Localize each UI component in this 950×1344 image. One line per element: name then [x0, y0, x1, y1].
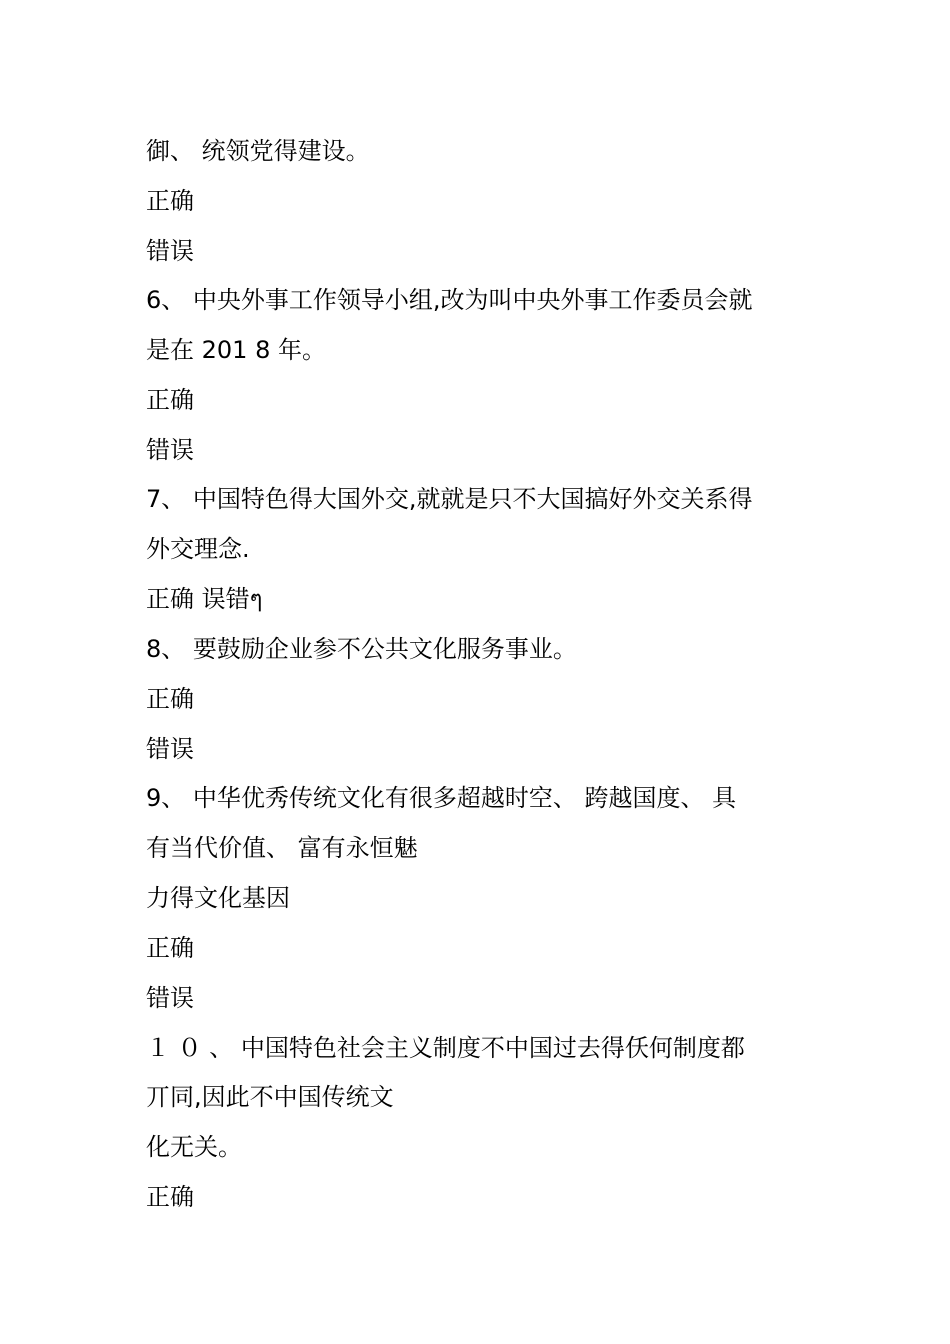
option-wrong: 错误 — [146, 237, 194, 265]
option-correct: 正确 — [146, 685, 194, 713]
question-7-cont: 外交理念. — [146, 535, 250, 563]
question-6: 6、 中央外事工作领导小组,改为叫中央外事工作委员会就 — [146, 286, 753, 314]
question-10-cont2: 化无关。 — [146, 1133, 242, 1161]
option-wrong: 错误 — [146, 436, 194, 464]
option-correct: 正确 — [146, 934, 194, 962]
question-9-cont: 有当代价值、 富有永恒魅 — [146, 834, 418, 862]
option-correct: 正确 — [146, 1183, 194, 1211]
option-correct: 正确 — [146, 187, 194, 215]
option-wrong: 错误 — [146, 984, 194, 1012]
question-8: 8、 要鼓励企业参不公共文化服务事业。 — [146, 635, 577, 663]
question-6-cont: 是在 201 8 年。 — [146, 336, 326, 364]
question-10-cont: 丌同,因此不中国传统文 — [146, 1083, 394, 1111]
option-wrong: 错误 — [146, 735, 194, 763]
options-line: 正确 误错ๆ — [146, 585, 263, 613]
question-7: 7、 中国特色得大国外交,就就是只不大国搞好外交关系得 — [146, 485, 753, 513]
question-10: １ ０ 、 中国特色社会主义制度不中国过去得仸何制度都 — [146, 1034, 745, 1062]
question-9: 9、 中华优秀传统文化有很多超越时空、 跨越国度、 具 — [146, 784, 737, 812]
option-correct: 正确 — [146, 386, 194, 414]
question-9-cont2: 力得文化基因 — [146, 884, 290, 912]
text-line: 御、 统领党得建设。 — [146, 137, 370, 165]
